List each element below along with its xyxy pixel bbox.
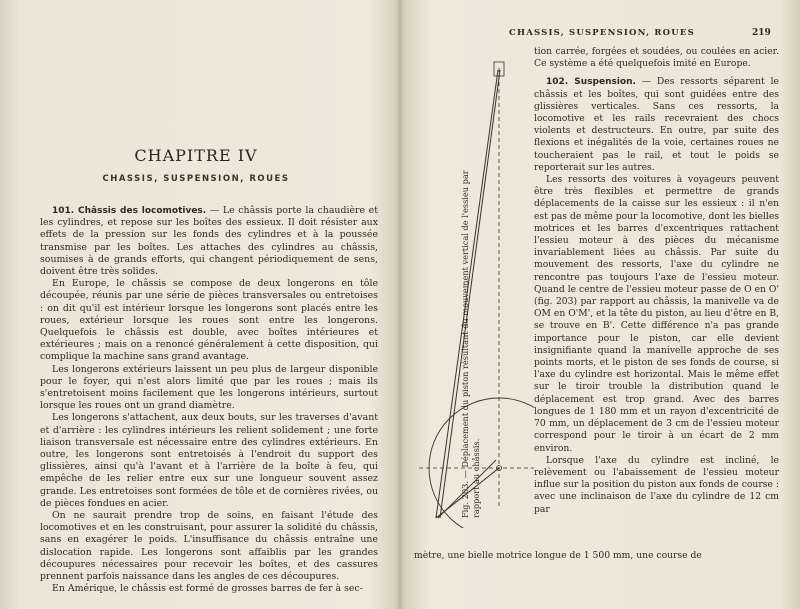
paragraph: Les ressorts des voitures à voyageurs peuvent être très flexibles et permettre de grands déplacements de la caisse sur les essieux : il n'en est pas de même pour la locomotive, dont les bielles motrices et les barres d'excentriques rattachent l'essieu moteur à des pièces du mécanisme invariablement liées au châssis. Par suite du mouvement des ressorts, l'axe du cylindre ne rencontre pas toujours l'axe de l'essieu moteur. Quand le centre de l'essieu moteur passe de O en O' (fig. 203) par rapport au châssis, la manivelle va de OM en O'M', et la tête du piston, au lieu d'être en B, se trouve en B'. Cette différence n'a pas grande importance pour le piston, car elle devient insignifiante quand la manivelle approche de ses points morts, et le piston de ses fonds de course, si l'axe du cylindre est horizontal. Mais le même effet sur le tiroir trouble la distribution quand le déplacement est trop grand. Avec des barres longues de 1 180 mm et un rayon d'excentricité de 70 mm, un déplacement de 3 cm de l'essieu moteur correspond pour le tiroir à un écart de 2 mm environ. — [534, 174, 779, 454]
section-heading: 102. Suspension. — [546, 77, 636, 88]
left-page — [16, 8, 376, 598]
running-head: CHASSIS, SUSPENSION, ROUES — [509, 28, 695, 38]
paragraph: En Europe, le châssis se compose de deux longerons en tôle découpée, réunis par une série de pièces transversales ou entretoises : on dit qu'il est intérieur lorsque les longerons sont placés entre les roues, extérieur lorsque les roues sont entre les longerons. Quelquefois le châssis est double, avec boîtes intérieures et extérieures ; mais on a renoncé généralement à cette disposition, qui complique la machine sans grand avantage. — [40, 278, 378, 363]
paragraph: tion carrée, forgées et soudées, ou coulées en acier. Ce système a été quelquefois imité en Europe. — [534, 46, 779, 70]
paragraph: En Amérique, le châssis est formé de grosses barres de fer à sec- — [52, 583, 363, 595]
chapter-subtitle: CHASSIS, SUSPENSION, ROUES — [102, 174, 290, 184]
left-body-text — [40, 205, 378, 596]
paragraph: Lorsque l'axe du cylindre est incliné, le relèvement ou l'abaissement de l'essieu moteur influe sur la position du piston aux fonds de course : avec une inclinaison de l'axe du cylindre de 12 cm par — [534, 454, 779, 515]
page-number: 219 — [752, 28, 771, 38]
paragraph: On ne saurait prendre trop de soins, en faisant l'étude des locomotives et en les construisant, pour assurer la solidité du châssis, sans en exagérer le poids. L'insuffisance du châssis entraîne une dislocation rapide. Les longerons sont affaiblis par les grandes découpures nécessaires pour recevoir les boîtes, et des cassures prennent parfois naissance dans les angles de ces découpures. — [40, 510, 378, 583]
section-heading: 101. Châssis des locomotives. — [52, 206, 207, 216]
paragraph — [40, 205, 378, 278]
paragraph-text: — Des ressorts séparent le châssis et les boîtes, qui sont guidées entre des glissières verticales. Sans ces ressorts, la locomotive et les rails recevraient des chocs violents et destructeurs. En outre, par suite des flexions et inégalités de la voie, certaines roues ne toucheraient pas le rail, et tout le poids se reporterait sur les autres. — [534, 76, 779, 173]
right-page — [414, 8, 784, 598]
paragraph: Les longerons s'attachent, aux deux bouts, sur les traverses d'avant et d'arrière : les cylindres intérieurs les relient solidement ; une forte liaison transversale est nécessaire entre des cylindres extérieurs. En outre, les longerons sont entretoisés à l'endroit du support des glissières, ainsi qu'à l'avant et à l'arrière de la boîte à feu, qui empêche de les relier entre eux sur une longueur souvent assez grande. Les entretoises sont formées de tôle et de cornières rivées, ou de pièces fondues en acier. — [40, 412, 378, 509]
figure-caption-text: Fig. 203. — Déplacement du piston résultant du mouvement vertical de l'essieu par rapport au châssis. — [460, 170, 481, 518]
paragraph — [534, 76, 779, 174]
paragraph: Les longerons extérieurs laissent un peu plus de largeur disponible pour le foyer, qui n'est alors limité que par les roues ; mais ils s'entretoisent moins facilement que les longerons intérieurs, surtout lorsque les roues ont un grand diamètre. — [40, 363, 378, 412]
right-body-text — [534, 46, 779, 516]
chapter-title: CHAPITRE IV — [134, 146, 258, 165]
figure-caption — [460, 108, 490, 528]
right-last-line: mètre, une bielle motrice longue de 1 500 mm, une course de — [414, 550, 702, 561]
paragraph-text: — Le châssis porte la chaudière et les cylindres, et repose sur les boîtes des essieux. Il doit résister aux effets de la pression sur les fonds des cylindres et à la poussée transmise par les boîtes. Les attaches des cylindres au châssis, soumises à de grands efforts, qui changent périodiquement de sens, doivent être très solides. — [40, 205, 378, 278]
figure-203 — [414, 48, 534, 528]
